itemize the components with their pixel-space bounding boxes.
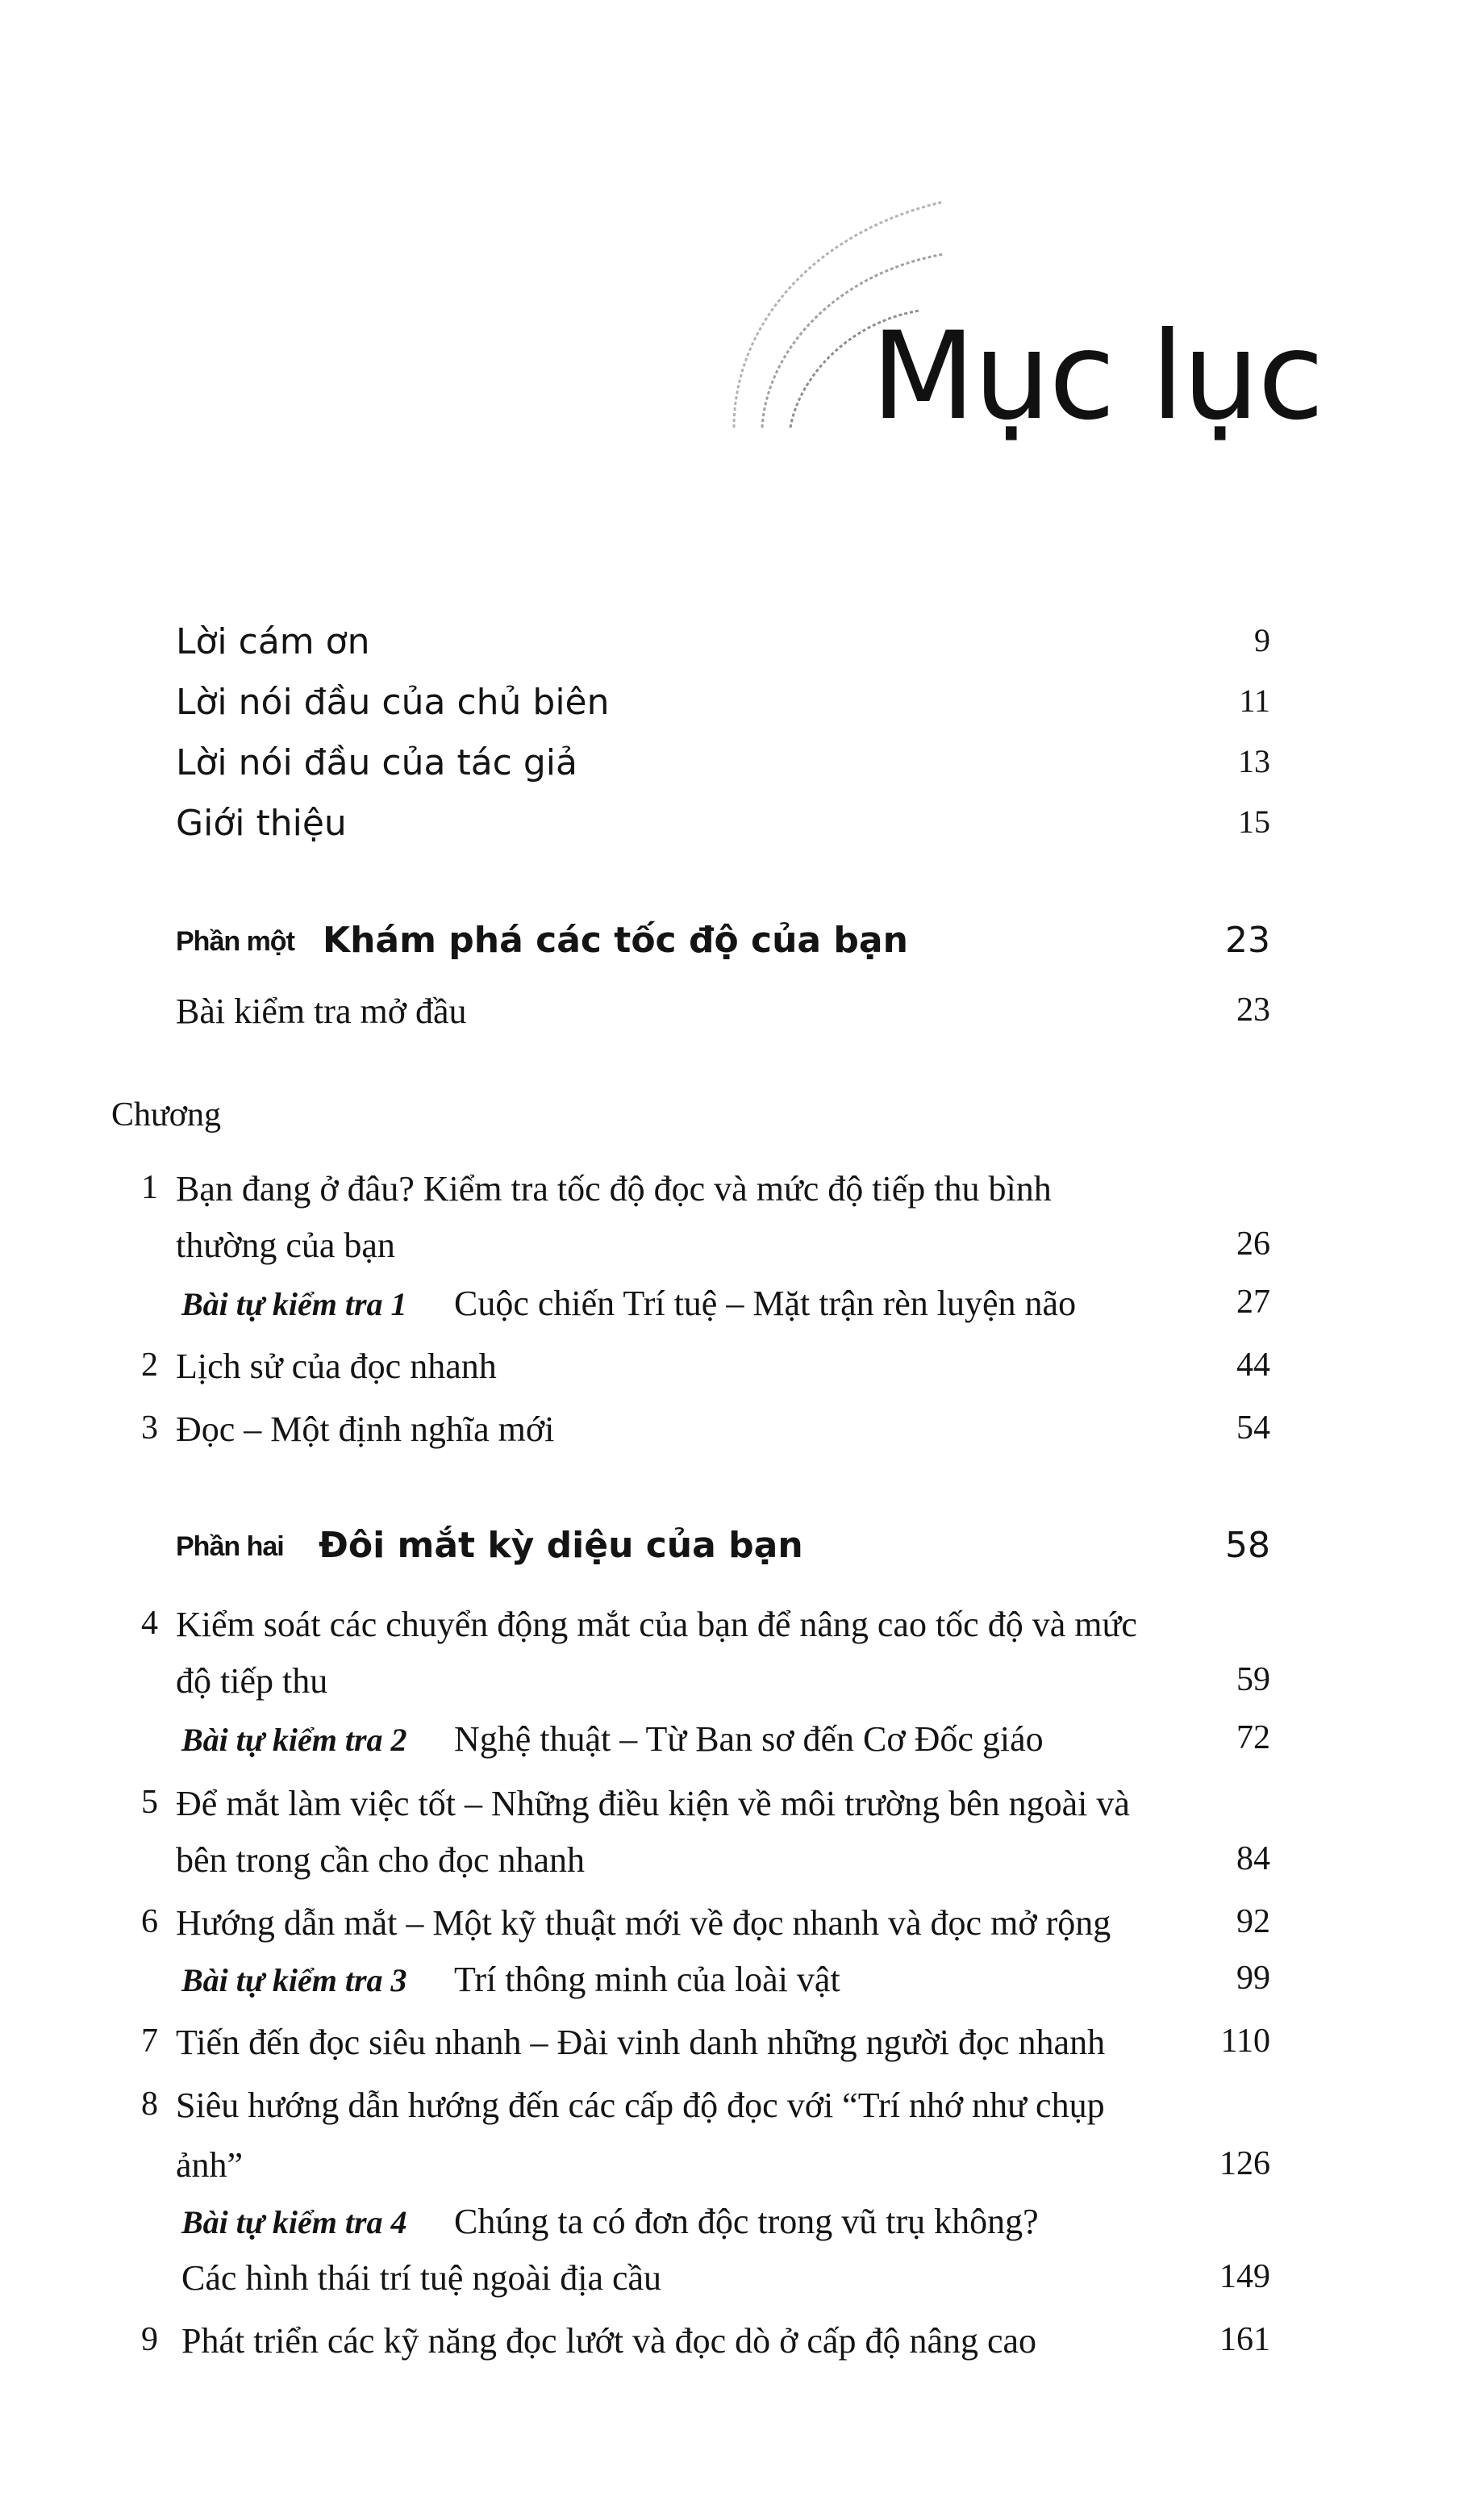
toc-entry-page: 23 bbox=[1236, 992, 1270, 1029]
part-label: Phần hai bbox=[176, 1531, 284, 1562]
toc-entry-label: Lời nói đầu của chủ biên bbox=[176, 682, 610, 723]
toc-entry-label: Lời nói đầu của tác giả bbox=[176, 742, 577, 783]
toc-entry-page: 99 bbox=[1236, 1960, 1270, 1997]
toc-entry-label: Giới thiệu bbox=[176, 803, 347, 844]
toc-entry-page: 161 bbox=[1219, 2321, 1270, 2358]
part-title: Khám phá các tốc độ của bạn bbox=[323, 920, 908, 961]
exercise-title: Chúng ta có đơn độc trong vũ trụ không? bbox=[454, 2202, 1039, 2241]
chapter-title: Lịch sử của đọc nhanh bbox=[176, 1347, 497, 1386]
chapter-number: 7 bbox=[141, 2023, 158, 2060]
toc-entry-page: 15 bbox=[1238, 804, 1270, 840]
toc-entry-page: 92 bbox=[1236, 1903, 1270, 1940]
chapter-title: Hướng dẫn mắt – Một kỹ thuật mới về đọc nhanh và đọc mở rộng bbox=[176, 1903, 1111, 1943]
toc-entry-page: 110 bbox=[1220, 2023, 1270, 2060]
chapter-number: 5 bbox=[141, 1784, 158, 1821]
chapter-title: Bạn đang ở đâu? Kiểm tra tốc độ đọc và mức độ tiếp thu bình bbox=[176, 1169, 1052, 1209]
chapter-title: Để mắt làm việc tốt – Những điều kiện về môi trường bên ngoài và bbox=[176, 1784, 1130, 1823]
exercise-title: Trí thông minh của loài vật bbox=[454, 1960, 840, 1999]
toc-entry-page: 44 bbox=[1236, 1347, 1270, 1384]
chapter-title-cont: bên trong cần cho đọc nhanh bbox=[176, 1840, 586, 1880]
chapter-title-cont: ảnh” bbox=[176, 2145, 244, 2185]
toc-entry-page: 54 bbox=[1236, 1409, 1270, 1447]
exercise-label: Bài tự kiểm tra 1 bbox=[181, 1286, 407, 1322]
chapter-number: 2 bbox=[141, 1347, 158, 1384]
toc-entry-page: 72 bbox=[1236, 1719, 1270, 1756]
chapter-number: 3 bbox=[141, 1409, 158, 1447]
chapter-title: Siêu hướng dẫn hướng đến các cấp độ đọc với “Trí nhớ như chụp bbox=[176, 2086, 1105, 2125]
exercise-title-cont: Các hình thái trí tuệ ngoài địa cầu bbox=[181, 2258, 662, 2298]
toc-entry-page: 149 bbox=[1219, 2258, 1270, 2295]
chapter-title-cont: độ tiếp thu bbox=[176, 1661, 328, 1701]
chapter-title-cont: thường của bạn bbox=[176, 1225, 395, 1265]
chapter-number: 9 bbox=[141, 2321, 158, 2358]
exercise-label: Bài tự kiểm tra 2 bbox=[181, 1722, 407, 1758]
toc-entry-page: 26 bbox=[1236, 1225, 1270, 1263]
chapter-number: 4 bbox=[141, 1605, 158, 1642]
part-page: 23 bbox=[1225, 920, 1270, 961]
exercise-title: Cuộc chiến Trí tuệ – Mặt trận rèn luyện não bbox=[454, 1284, 1077, 1323]
exercise-label: Bài tự kiểm tra 4 bbox=[181, 2204, 407, 2240]
part-title: Đôi mắt kỳ diệu của bạn bbox=[319, 1525, 803, 1566]
chapter-title: Tiến đến đọc siêu nhanh – Đài vinh danh những người đọc nhanh bbox=[176, 2023, 1106, 2062]
toc-entry-page: 84 bbox=[1236, 1840, 1270, 1877]
toc-entry-page: 59 bbox=[1236, 1661, 1270, 1698]
toc-entry-page: 126 bbox=[1219, 2145, 1270, 2182]
exercise-label: Bài tự kiểm tra 3 bbox=[181, 1962, 407, 1998]
chapter-number: 6 bbox=[141, 1903, 158, 1940]
chapter-title: Kiểm soát các chuyển động mắt của bạn để nâng cao tốc độ và mức bbox=[176, 1605, 1137, 1644]
toc-entry-label: Bài kiểm tra mở đầu bbox=[176, 992, 467, 1031]
chapter-title: Phát triển các kỹ năng đọc lướt và đọc dò ở cấp độ nâng cao bbox=[181, 2321, 1037, 2361]
chapter-number: 8 bbox=[141, 2086, 158, 2123]
toc-entry-label: Lời cám ơn bbox=[176, 621, 370, 662]
toc-header bbox=[702, 186, 1323, 476]
part-label: Phần một bbox=[176, 926, 294, 957]
chapter-heading: Chương bbox=[111, 1096, 221, 1134]
toc-entry-page: 13 bbox=[1238, 743, 1270, 779]
exercise-title: Nghệ thuật – Từ Ban sơ đến Cơ Đốc giáo bbox=[454, 1719, 1044, 1759]
toc-entry-page: 11 bbox=[1239, 683, 1270, 719]
page-title: Mục lục bbox=[871, 307, 1323, 447]
toc-entry-page: 9 bbox=[1254, 622, 1270, 658]
part-page: 58 bbox=[1225, 1525, 1270, 1566]
chapter-number: 1 bbox=[141, 1169, 158, 1206]
chapter-title: Đọc – Một định nghĩa mới bbox=[176, 1409, 555, 1449]
toc-entry-page: 27 bbox=[1236, 1284, 1270, 1321]
